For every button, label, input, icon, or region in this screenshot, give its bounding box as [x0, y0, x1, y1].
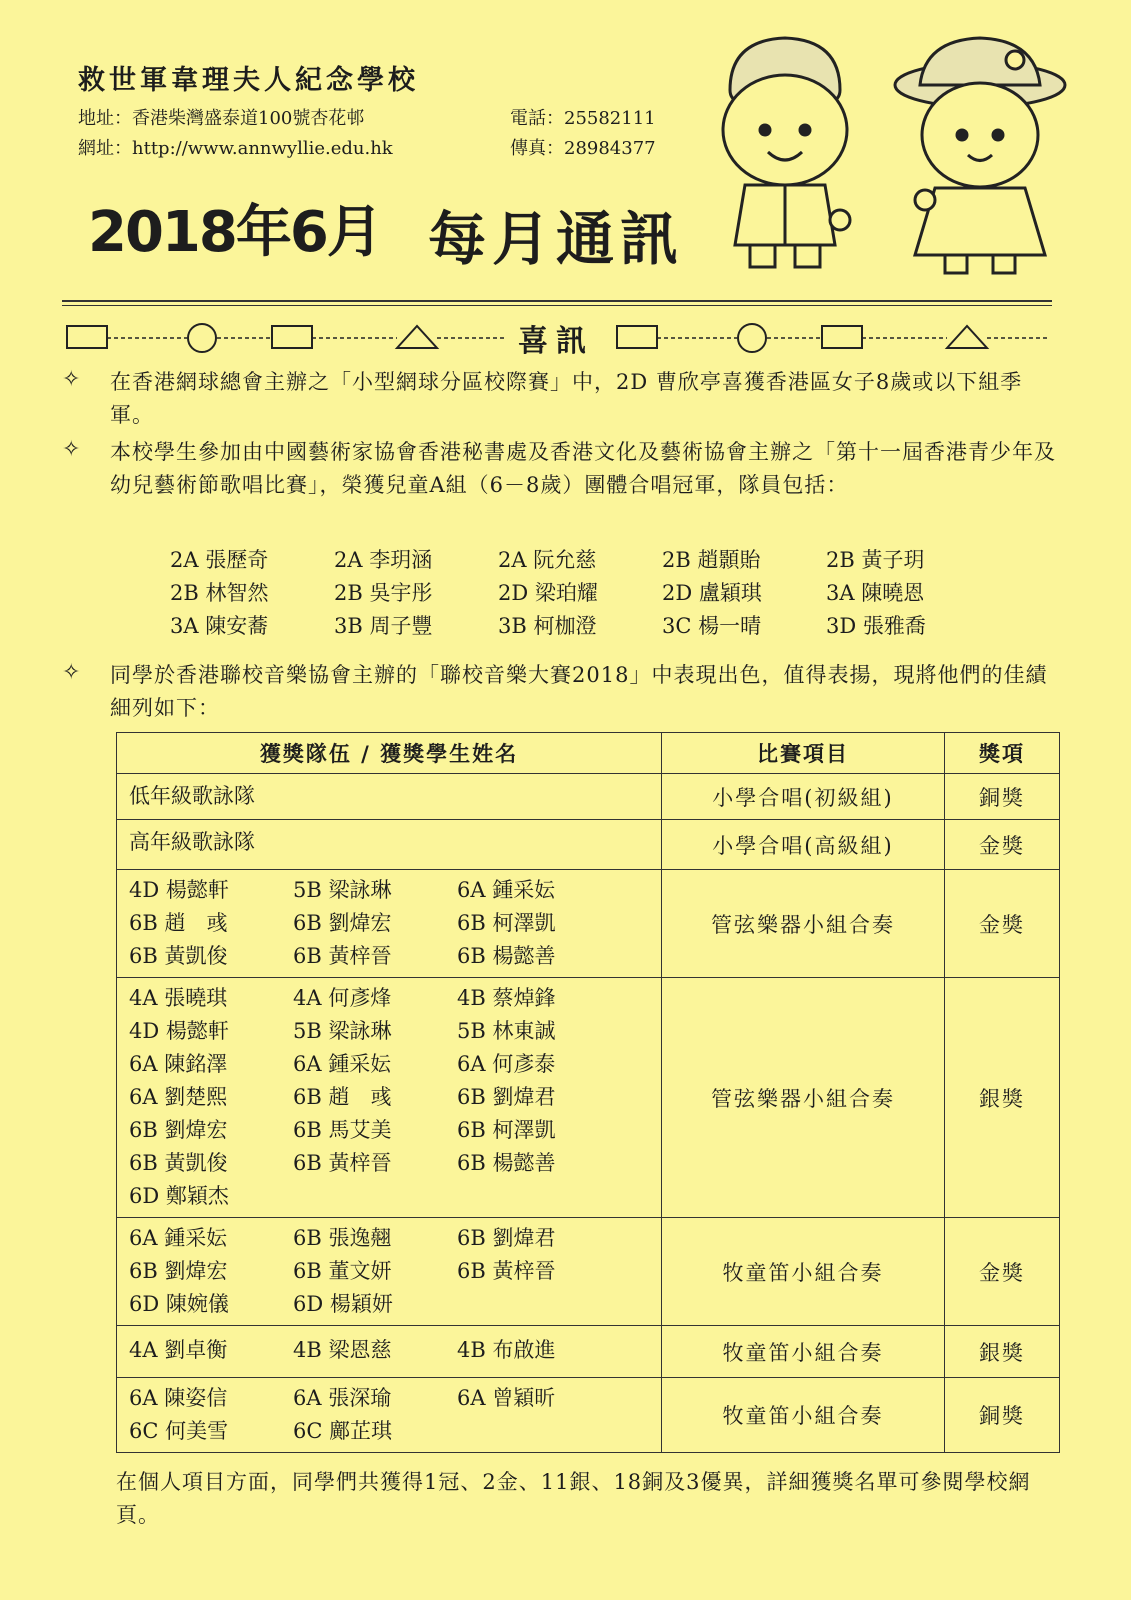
student-name: 6B 黃梓晉 — [293, 944, 392, 968]
student-name: 6A 張深瑜 — [293, 1386, 392, 1410]
table-row — [117, 1218, 1060, 1326]
student-name-list — [129, 984, 649, 1211]
student-name: 6B 馬艾美 — [293, 1118, 392, 1142]
student-name: 6B 黃梓晉 — [457, 1259, 556, 1283]
choir-member: 3D 張雅喬 — [826, 614, 926, 638]
student-name: 6A 陳姿信 — [129, 1386, 228, 1410]
student-names-cell — [117, 978, 662, 1218]
student-name: 5B 梁詠琳 — [293, 878, 392, 902]
student-name: 4B 蔡焯鋒 — [457, 986, 556, 1010]
choir-member: 3A 陳曉恩 — [826, 581, 925, 605]
table-row — [117, 774, 1060, 820]
section-title: 喜訊 — [518, 324, 594, 359]
prize-cell: 金獎 — [945, 1218, 1060, 1326]
prize-cell: 銅獎 — [945, 1378, 1060, 1453]
student-name: 4D 楊懿軒 — [129, 878, 229, 902]
student-name: 6A 何彥泰 — [457, 1052, 556, 1076]
school-phone: 電話：25582111 — [510, 108, 656, 129]
choir-member: 2A 張歷奇 — [170, 548, 269, 572]
student-name: 5B 梁詠琳 — [293, 1019, 392, 1043]
student-name: 6B 黃梓晉 — [293, 1151, 392, 1175]
student-name: 6B 黃凱俊 — [129, 1151, 228, 1175]
student-name: 6B 劉煒君 — [457, 1085, 556, 1109]
school-website: 網址：http://www.annwyllie.edu.hk — [78, 138, 393, 159]
student-name: 6B 劉煒宏 — [293, 911, 392, 935]
choir-member: 2B 黃子玥 — [826, 548, 925, 572]
student-name: 4A 何彥烽 — [293, 986, 392, 1010]
student-name-list — [129, 876, 649, 971]
choir-member: 2A 李玥涵 — [334, 548, 433, 572]
bullet-icon: ✧ — [62, 367, 81, 392]
issue-title: 每月通訊 — [428, 205, 685, 273]
student-name: 4A 張曉琪 — [129, 986, 228, 1010]
student-names-cell — [117, 1218, 662, 1326]
student-name: 4B 布啟進 — [457, 1338, 556, 1362]
choir-member: 2B 趙顥貽 — [662, 548, 761, 572]
prize-cell: 銀獎 — [945, 1326, 1060, 1378]
table-header-row — [117, 733, 1060, 774]
student-name: 6B 張逸翹 — [293, 1226, 392, 1250]
table-row — [117, 1326, 1060, 1378]
prize-cell: 金獎 — [945, 870, 1060, 978]
news-item-2: 本校學生參加由中國藝術家協會香港秘書處及香港文化及藝術協會主辦之「第十一屆香港青少年及幼兒藝術節歌唱比賽」，榮獲兒童A組（6－8歲）團體合唱冠軍，隊員包括： — [110, 440, 1056, 497]
student-name: 6D 楊穎妍 — [293, 1292, 393, 1316]
student-name: 6A 曾穎昕 — [457, 1386, 556, 1410]
student-name: 6C 鄺芷琪 — [293, 1419, 393, 1443]
news-item-1: 在香港網球總會主辦之「小型網球分區校際賽」中，2D 曹欣亭喜獲香港區女子8歲或以下組季軍。 — [110, 370, 1023, 427]
school-fax: 傳真：28984377 — [510, 138, 656, 159]
header-team: 獲獎隊伍 / 獲獎學生姓名 — [117, 733, 662, 774]
news-item-3: 同學於香港聯校音樂協會主辦的「聯校音樂大賽2018」中表現出色，值得表揚，現將他們的佳績細列如下： — [110, 663, 1048, 720]
student-name: 6B 楊懿善 — [457, 944, 556, 968]
event-cell: 小學合唱(高級組) — [662, 820, 945, 870]
issue-date: 2018年6月 — [88, 200, 381, 265]
event-cell: 管弦樂器小組合奏 — [662, 870, 945, 978]
table-row — [117, 1378, 1060, 1453]
bullet-icon: ✧ — [62, 437, 81, 462]
student-name: 6B 趙 彧 — [129, 911, 228, 935]
bullet-icon: ✧ — [62, 660, 81, 685]
table-row — [117, 870, 1060, 978]
choir-member: 3A 陳安蕎 — [170, 614, 269, 638]
student-name-list — [129, 1224, 649, 1319]
student-name: 6D 鄭穎杰 — [129, 1184, 229, 1208]
choir-member: 2B 林智然 — [170, 581, 269, 605]
header-divider-thin — [62, 305, 1052, 306]
student-names-cell — [117, 1378, 662, 1453]
student-name: 4B 梁恩慈 — [293, 1338, 392, 1362]
student-name: 6B 董文妍 — [293, 1259, 392, 1283]
student-name-list — [129, 1336, 649, 1365]
choir-member: 2B 吳宇彤 — [334, 581, 433, 605]
event-cell: 管弦樂器小組合奏 — [662, 978, 945, 1218]
choir-member: 2D 梁珀耀 — [498, 581, 598, 605]
event-cell: 牧童笛小組合奏 — [662, 1218, 945, 1326]
header-divider — [62, 300, 1052, 302]
header-event: 比賽項目 — [662, 733, 945, 774]
student-names-cell — [117, 1326, 662, 1378]
table-row — [117, 978, 1060, 1218]
student-name: 6A 鍾采妘 — [293, 1052, 392, 1076]
choir-member: 3B 柯枷澄 — [498, 614, 597, 638]
choir-member-list — [170, 544, 990, 640]
student-name: 6B 劉煒宏 — [129, 1118, 228, 1142]
awards-table — [116, 732, 1060, 1453]
event-cell: 牧童笛小組合奏 — [662, 1378, 945, 1453]
student-name: 5B 林東誠 — [457, 1019, 556, 1043]
student-name: 4A 劉卓衡 — [129, 1338, 228, 1362]
mascot-illustration — [690, 30, 1090, 280]
choir-member: 3C 楊一晴 — [662, 614, 762, 638]
student-name: 6B 黃凱俊 — [129, 944, 228, 968]
student-name: 6B 劉煒君 — [457, 1226, 556, 1250]
student-name: 6A 鍾采妘 — [129, 1226, 228, 1250]
prize-cell: 金獎 — [945, 820, 1060, 870]
team-cell: 高年級歌詠隊 — [117, 820, 662, 870]
awards-summary: 在個人項目方面，同學們共獲得1冠、2金、11銀、18銅及3優異，詳細獲獎名單可參閱學校網頁。 — [116, 1470, 1031, 1527]
table-row — [117, 820, 1060, 870]
school-address: 地址：香港柴灣盛泰道100號杏花邨 — [78, 108, 365, 129]
header-prize: 獎項 — [945, 733, 1060, 774]
student-name: 6A 劉楚熙 — [129, 1085, 228, 1109]
school-name: 救世軍韋理夫人紀念學校 — [78, 65, 419, 96]
boy-mascot — [723, 38, 850, 267]
student-name: 6C 何美雪 — [129, 1419, 229, 1443]
student-names-cell — [117, 870, 662, 978]
team-cell: 低年級歌詠隊 — [117, 774, 662, 820]
choir-member: 2D 盧穎琪 — [662, 581, 762, 605]
student-name: 6B 柯澤凱 — [457, 1118, 556, 1142]
student-name: 6B 趙 彧 — [293, 1085, 392, 1109]
student-name: 6D 陳婉儀 — [129, 1292, 229, 1316]
choir-member: 3B 周子豐 — [334, 614, 433, 638]
student-name: 6B 劉煒宏 — [129, 1259, 228, 1283]
event-cell: 小學合唱(初級組) — [662, 774, 945, 820]
choir-member: 2A 阮允慈 — [498, 548, 597, 572]
prize-cell: 銀獎 — [945, 978, 1060, 1218]
student-name-list — [129, 1384, 649, 1446]
student-name: 6B 楊懿善 — [457, 1151, 556, 1175]
student-name: 6A 鍾采妘 — [457, 878, 556, 902]
student-name: 6B 柯澤凱 — [457, 911, 556, 935]
event-cell: 牧童笛小組合奏 — [662, 1326, 945, 1378]
prize-cell: 銅獎 — [945, 774, 1060, 820]
student-name: 4D 楊懿軒 — [129, 1019, 229, 1043]
student-name: 6A 陳銘澤 — [129, 1052, 228, 1076]
girl-mascot — [895, 38, 1065, 273]
